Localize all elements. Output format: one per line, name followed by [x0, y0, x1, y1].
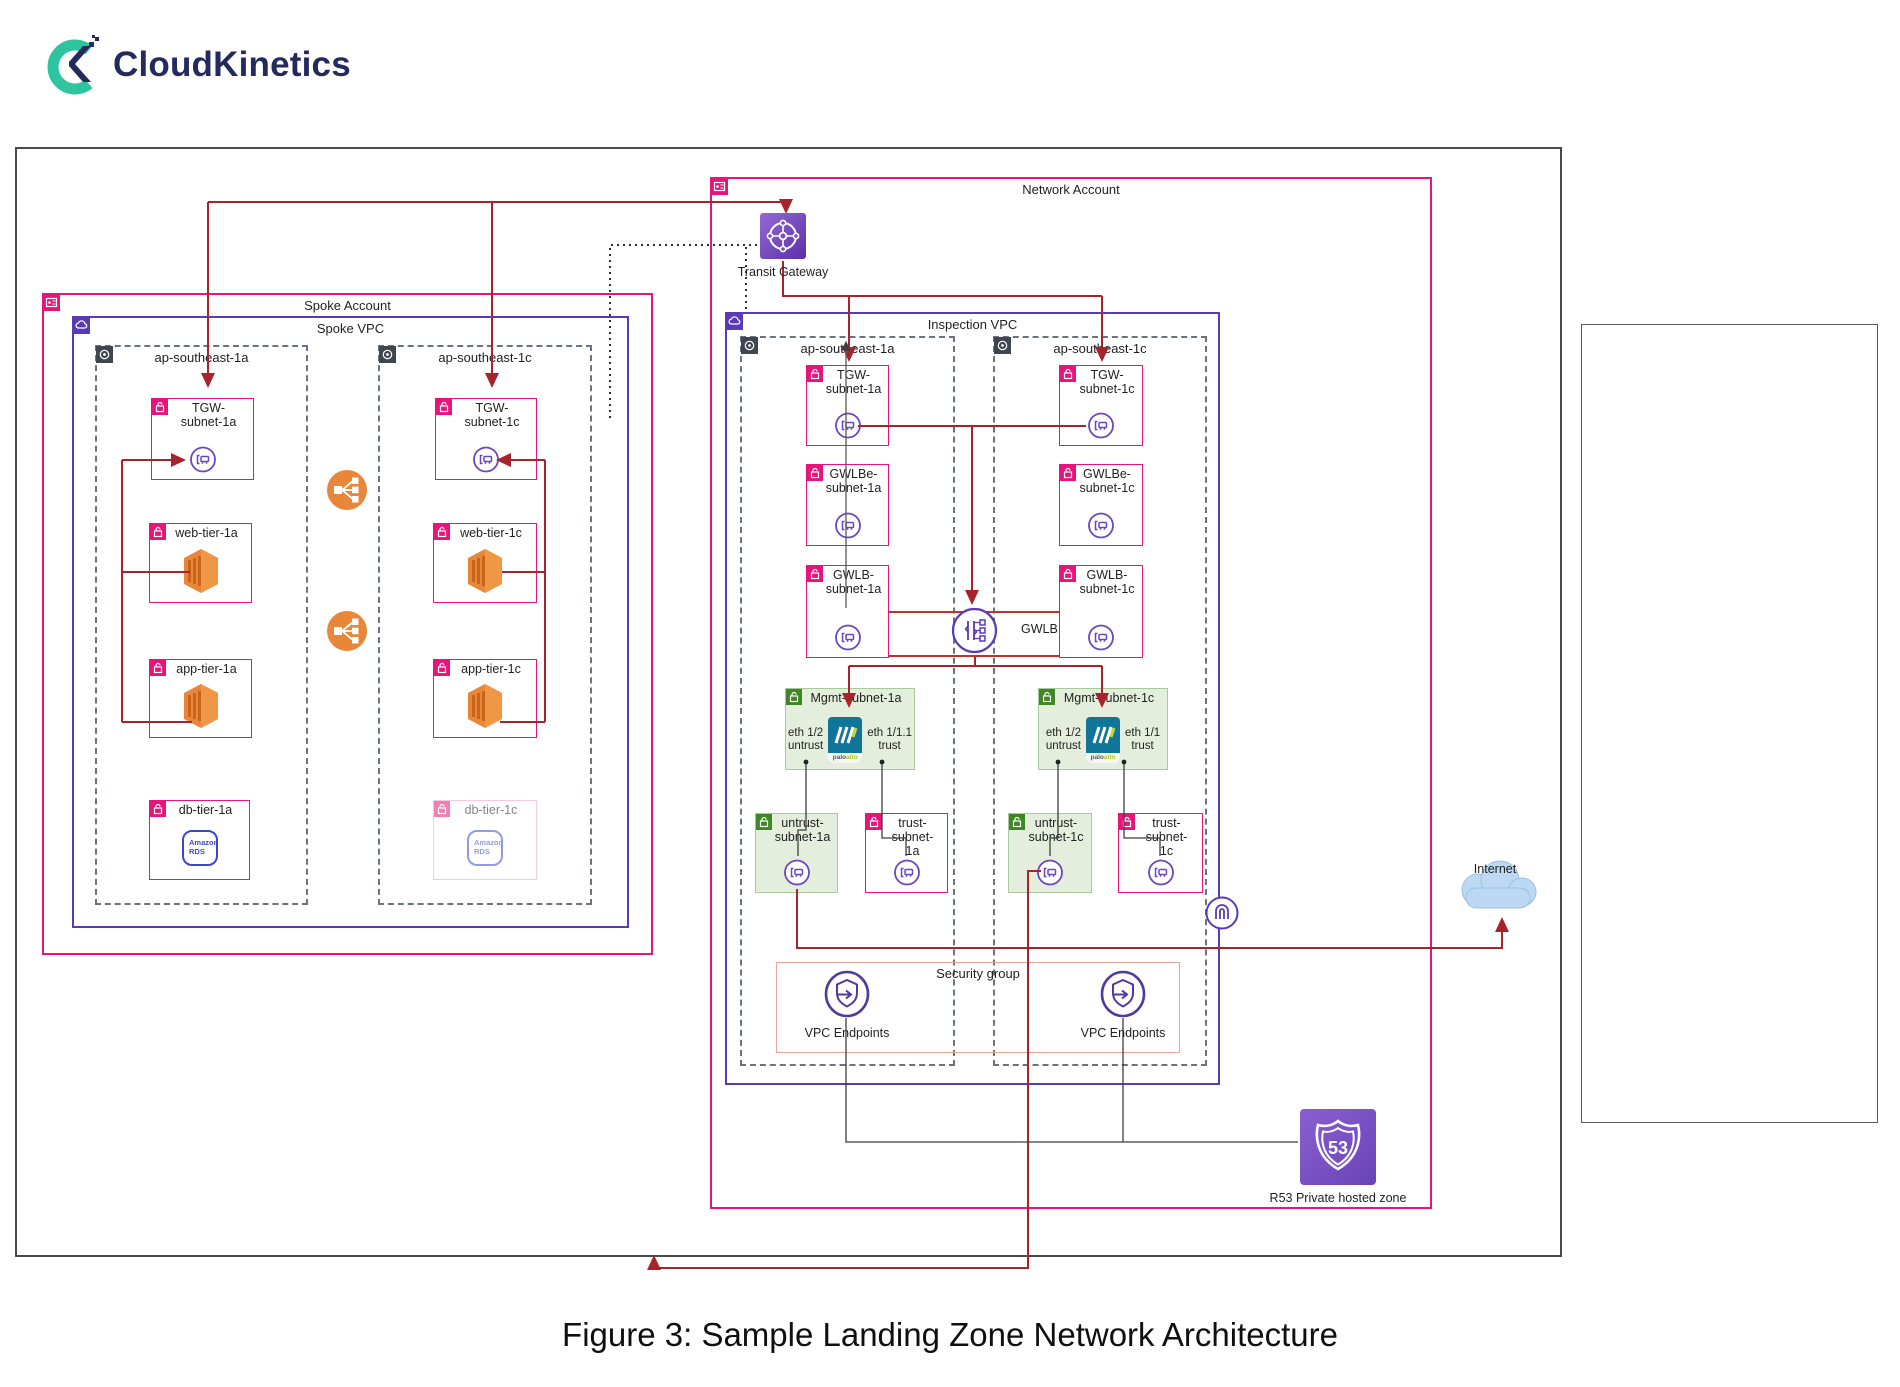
spoke-account-label: Spoke Account [304, 298, 391, 313]
untrust-subnet-1a [755, 813, 838, 893]
mgmt-subnet-1c-eth-trust-label: eth 1/1 trust [1125, 727, 1161, 752]
mgmt-subnet-1a-label: Mgmt-subnet-1a [810, 691, 902, 705]
rds-icon [466, 829, 504, 867]
transit-gateway-label: Transit Gateway [737, 265, 829, 279]
eni-icon [893, 859, 920, 886]
untrust-subnet-1c-label: untrust- subnet-1c [1028, 816, 1084, 844]
internet-label: Internet [1473, 862, 1517, 876]
web-tier-1a [149, 523, 252, 603]
network-account-label: Network Account [1022, 182, 1120, 197]
palo-alto-firewall-icon: paloalto [828, 717, 862, 763]
vpc-endpoints-1c-icon [1100, 970, 1146, 1018]
untrust-subnet-1c [1008, 813, 1092, 893]
ec2-icon [467, 548, 503, 594]
trust-subnet-1c-label: trust-subnet- 1c [1145, 816, 1188, 858]
internet-gateway-icon [1205, 896, 1239, 930]
cloudkinetics-logo-icon [45, 34, 107, 96]
gwlbe-subnet-1a [806, 464, 889, 546]
tgw-subnet-1c-spoke [435, 398, 537, 480]
elb-top-icon [326, 469, 368, 511]
trust-subnet-1c [1118, 813, 1203, 893]
gwlb-subnet-1a-label: GWLB- subnet-1a [825, 568, 882, 596]
db-tier-1c [433, 800, 537, 880]
mgmt-subnet-1c-eth-untrust-label: eth 1/2 untrust [1045, 727, 1081, 752]
app-tier-1c-label: app-tier-1c [461, 662, 521, 676]
az-badge-icon [994, 337, 1011, 354]
tgw-subnet-1a-label: TGW- subnet-1a [825, 368, 882, 396]
mgmt-subnet-1c-label: Mgmt-subnet-1c [1063, 691, 1155, 705]
trust-subnet-1a [865, 813, 948, 893]
az-badge-icon [96, 346, 113, 363]
ec2-icon [183, 683, 219, 729]
vpc-endpoints-1a-label: VPC Endpoints [804, 1026, 890, 1040]
logo-text: CloudKinetics [113, 45, 351, 84]
web-tier-1c [433, 523, 537, 603]
eni-icon [473, 446, 500, 473]
vpc-badge-icon [726, 313, 743, 330]
inspection-vpc-label: Inspection VPC [927, 317, 1018, 332]
gwlb-subnet-1c [1059, 565, 1143, 658]
sidebar-frame [1581, 324, 1878, 1123]
svg-text:RDS: RDS [474, 847, 490, 856]
ec2-icon [183, 548, 219, 594]
internet [1448, 854, 1544, 916]
elb-top [326, 469, 368, 511]
elb-bottom [326, 610, 368, 652]
eni-icon [834, 624, 861, 651]
mgmt-subnet-1a-eth-untrust-label: eth 1/2 untrust [788, 727, 824, 752]
inspection-az-1c-label: ap-southeast-1c [1053, 341, 1147, 356]
gwlbe-subnet-1c-label: GWLBe- subnet-1c [1079, 467, 1135, 495]
eni-icon [1088, 412, 1115, 439]
cloudkinetics-logo [45, 34, 351, 96]
mgmt-subnet-1a-eth-trust-label: eth 1/1.1 trust [867, 727, 912, 752]
db-tier-1c-label: db-tier-1c [464, 803, 518, 817]
gwlb-subnet-1a [806, 565, 889, 658]
account-badge-icon [43, 294, 60, 311]
vpc-endpoints-1a-icon [824, 970, 870, 1018]
tgw-subnet-1a [806, 365, 889, 446]
inspection-az-1a-label: ap-southeast-1a [800, 341, 895, 356]
tgw-subnet-1a-spoke [151, 398, 254, 480]
tgw-subnet-1a-spoke-label: TGW- subnet-1a [180, 401, 237, 429]
spoke-az-1a-label: ap-southeast-1a [154, 350, 249, 365]
gwlbe-subnet-1c [1059, 464, 1143, 546]
eni-icon [834, 412, 861, 439]
eni-icon [189, 446, 216, 473]
app-tier-1c [433, 659, 537, 738]
svg-text:53: 53 [1327, 1138, 1349, 1158]
az-badge-icon [379, 346, 396, 363]
security-group-label: Security group [936, 966, 1020, 981]
spoke-vpc-label: Spoke VPC [316, 321, 385, 336]
mgmt-subnet-1a-eth-row [786, 717, 914, 763]
eni-icon [783, 859, 810, 886]
tgw-subnet-1c-label: TGW- subnet-1c [1079, 368, 1135, 396]
vpc-endpoints-1a [804, 970, 890, 1040]
tgw-subnet-1c [1059, 365, 1143, 446]
gwlb-icon [951, 607, 998, 654]
vpc-badge-icon [73, 317, 90, 334]
vpc-endpoints-1c [1080, 970, 1166, 1040]
mgmt-subnet-1a [785, 688, 915, 770]
palo-alto-firewall-icon: paloalto [1086, 717, 1120, 763]
az-badge-icon [741, 337, 758, 354]
web-tier-1a-label: web-tier-1a [175, 526, 238, 540]
gwlbe-subnet-1a-label: GWLBe- subnet-1a [825, 467, 882, 495]
r53-private-hosted-zone-icon [1300, 1109, 1376, 1185]
app-tier-1a-label: app-tier-1a [176, 662, 237, 676]
transit-gateway-icon [760, 213, 806, 259]
db-tier-1a [149, 800, 250, 880]
mgmt-subnet-1c [1038, 688, 1168, 770]
gwlb-label: GWLB [1021, 622, 1058, 636]
web-tier-1c-label: web-tier-1c [460, 526, 522, 540]
mgmt-subnet-1c-eth-row [1039, 717, 1167, 763]
elb-bottom-icon [326, 610, 368, 652]
rds-icon [181, 829, 219, 867]
r53-private-hosted-zone-label: R53 Private hosted zone [1269, 1191, 1407, 1205]
gwlb [951, 607, 1058, 654]
internet-gateway [1205, 896, 1239, 930]
svg-text:Amazon: Amazon [474, 838, 504, 847]
svg-text:RDS: RDS [188, 847, 205, 856]
eni-icon [834, 512, 861, 539]
untrust-subnet-1a-label: untrust- subnet-1a [774, 816, 831, 844]
ec2-icon [467, 683, 503, 729]
trust-subnet-1a-label: trust-subnet- 1a [891, 816, 934, 858]
db-tier-1a-label: db-tier-1a [178, 803, 233, 817]
svg-text:Amazon: Amazon [188, 838, 218, 847]
account-badge-icon [711, 178, 728, 195]
eni-icon [1088, 624, 1115, 651]
eni-icon [1147, 859, 1174, 886]
eni-icon [1037, 859, 1064, 886]
figure-caption: Figure 3: Sample Landing Zone Network Architecture [562, 1316, 1338, 1353]
tgw-subnet-1c-spoke-label: TGW- subnet-1c [464, 401, 520, 429]
vpc-endpoints-1c-label: VPC Endpoints [1080, 1026, 1166, 1040]
eni-icon [1088, 512, 1115, 539]
r53-private-hosted-zone [1269, 1109, 1407, 1205]
app-tier-1a [149, 659, 252, 738]
transit-gateway [737, 213, 829, 279]
spoke-az-1c-label: ap-southeast-1c [438, 350, 532, 365]
gwlb-subnet-1c-label: GWLB- subnet-1c [1079, 568, 1135, 596]
